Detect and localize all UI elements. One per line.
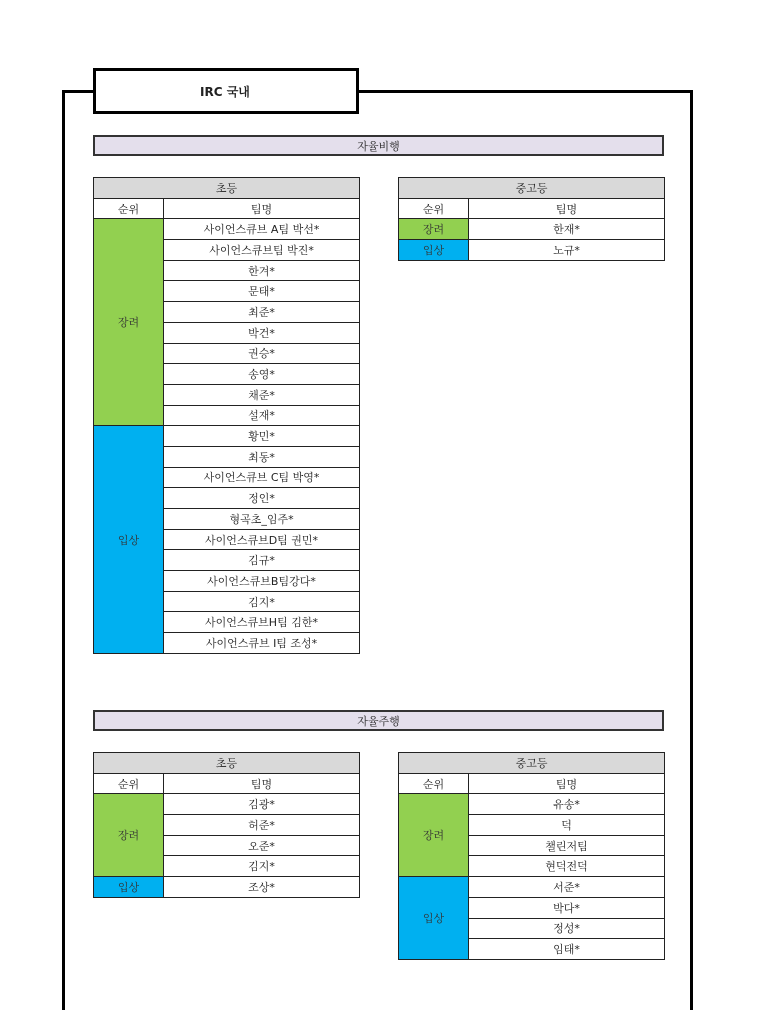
table-title-row bbox=[399, 178, 665, 199]
team-cell: 황민* bbox=[164, 426, 360, 447]
document-title: IRC 국내 bbox=[200, 84, 250, 99]
column-header-rank: 순위 bbox=[399, 773, 469, 794]
team-cell: 사이언스큐브 I팀 조성* bbox=[164, 633, 360, 654]
team-cell: 권승* bbox=[164, 343, 360, 364]
table-row bbox=[399, 240, 665, 261]
rank-cell: 입상 bbox=[94, 426, 164, 654]
team-cell: 사이언스큐브 C팀 박영* bbox=[164, 467, 360, 488]
team-cell: 임태* bbox=[469, 939, 665, 960]
column-header-rank: 순위 bbox=[94, 773, 164, 794]
team-cell: 형곡초_임주* bbox=[164, 509, 360, 530]
column-header-team: 팀명 bbox=[469, 198, 665, 219]
team-cell: 채준* bbox=[164, 384, 360, 405]
title-box bbox=[93, 68, 359, 114]
team-cell: 허준* bbox=[164, 815, 360, 836]
rank-cell: 입상 bbox=[399, 240, 469, 261]
column-header-rank: 순위 bbox=[94, 198, 164, 219]
team-cell: 사이언스큐브B팀강다* bbox=[164, 571, 360, 592]
table-row bbox=[399, 794, 665, 815]
rank-cell: 장려 bbox=[94, 219, 164, 426]
team-cell: 유송* bbox=[469, 794, 665, 815]
table-title: 중고등 bbox=[399, 178, 665, 199]
team-cell: 김규* bbox=[164, 550, 360, 571]
team-cell: 김광* bbox=[164, 794, 360, 815]
table-header-row bbox=[94, 198, 360, 219]
rank-cell: 입상 bbox=[94, 877, 164, 898]
column-header-team: 팀명 bbox=[164, 198, 360, 219]
team-cell: 박건* bbox=[164, 322, 360, 343]
section-banner-autonomous-driving bbox=[93, 710, 664, 731]
results-table-secondary bbox=[398, 752, 665, 960]
table-title: 중고등 bbox=[399, 753, 665, 774]
team-cell: 챌린저팀 bbox=[469, 835, 665, 856]
team-cell: 문태* bbox=[164, 281, 360, 302]
table-title-row bbox=[399, 753, 665, 774]
team-cell: 김지* bbox=[164, 856, 360, 877]
table-header-row bbox=[94, 773, 360, 794]
results-table-elementary bbox=[93, 752, 360, 898]
section-banner-autonomous-flight bbox=[93, 135, 664, 156]
results-table-elementary bbox=[93, 177, 360, 654]
team-cell: 정성* bbox=[469, 918, 665, 939]
results-table-secondary bbox=[398, 177, 665, 261]
team-cell: 설재* bbox=[164, 405, 360, 426]
section-title: 자율주행 bbox=[357, 714, 400, 728]
team-cell: 한겨* bbox=[164, 260, 360, 281]
team-cell: 노규* bbox=[469, 240, 665, 261]
team-cell: 사이언스큐브H팀 김한* bbox=[164, 612, 360, 633]
table-title: 초등 bbox=[94, 178, 360, 199]
team-cell: 송영* bbox=[164, 364, 360, 385]
team-cell: 오준* bbox=[164, 835, 360, 856]
team-cell: 현덕전덕 bbox=[469, 856, 665, 877]
rank-cell: 장려 bbox=[399, 794, 469, 877]
team-cell: 덕 bbox=[469, 815, 665, 836]
table-header-row bbox=[399, 773, 665, 794]
table-title: 초등 bbox=[94, 753, 360, 774]
table-row bbox=[94, 877, 360, 898]
table-row bbox=[399, 219, 665, 240]
team-cell: 김지* bbox=[164, 591, 360, 612]
team-cell: 사이언스큐브팀 박진* bbox=[164, 240, 360, 261]
rank-cell: 장려 bbox=[94, 794, 164, 877]
team-cell: 서준* bbox=[469, 877, 665, 898]
table-title-row bbox=[94, 753, 360, 774]
section-title: 자율비행 bbox=[357, 139, 400, 153]
table-row bbox=[94, 794, 360, 815]
rank-cell: 입상 bbox=[399, 877, 469, 960]
column-header-rank: 순위 bbox=[399, 198, 469, 219]
team-cell: 한재* bbox=[469, 219, 665, 240]
team-cell: 사이언스큐브 A팀 박선* bbox=[164, 219, 360, 240]
table-header-row bbox=[399, 198, 665, 219]
table-row bbox=[94, 426, 360, 447]
team-cell: 정인* bbox=[164, 488, 360, 509]
table-title-row bbox=[94, 178, 360, 199]
table-row bbox=[399, 877, 665, 898]
team-cell: 조상* bbox=[164, 877, 360, 898]
rank-cell: 장려 bbox=[399, 219, 469, 240]
team-cell: 박다* bbox=[469, 897, 665, 918]
team-cell: 최동* bbox=[164, 446, 360, 467]
column-header-team: 팀명 bbox=[469, 773, 665, 794]
column-header-team: 팀명 bbox=[164, 773, 360, 794]
team-cell: 최준* bbox=[164, 302, 360, 323]
table-row bbox=[94, 219, 360, 240]
team-cell: 사이언스큐브D팀 권민* bbox=[164, 529, 360, 550]
